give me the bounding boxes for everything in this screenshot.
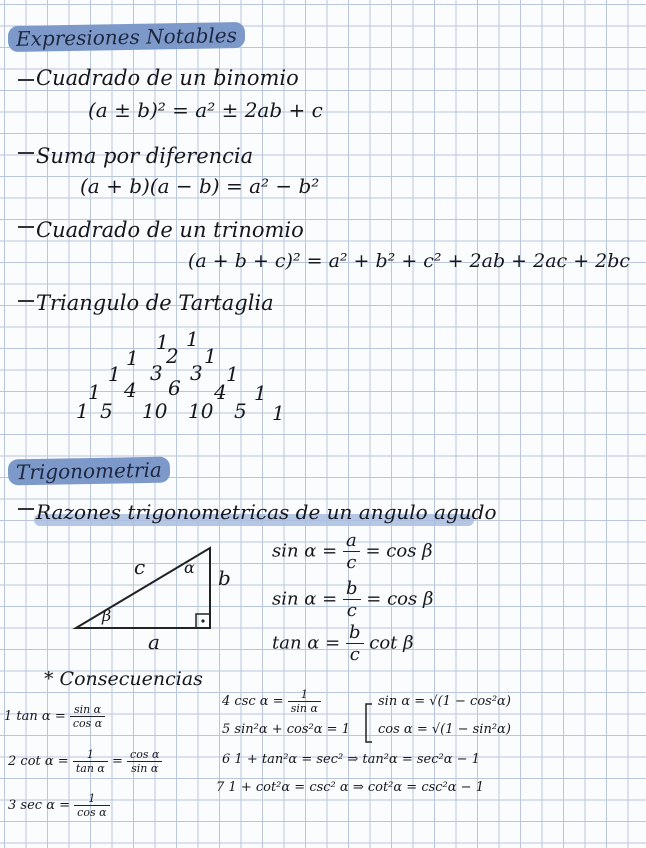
item-fraction <box>74 792 109 819</box>
frac-den: sin α <box>131 762 159 775</box>
ratio-fraction <box>343 578 361 621</box>
tartaglia-cell: 5 <box>100 399 113 423</box>
section-title-trinomial: Cuadrado de un trinomio <box>36 218 304 242</box>
bullet-dash <box>18 300 34 302</box>
item-lhs: csc α = <box>234 694 284 709</box>
consequences-title: * Consecuencias <box>44 668 203 690</box>
consequence-5b: cos α = √(1 − sin²α) <box>378 722 511 737</box>
tartaglia-cell: 1 <box>272 401 285 425</box>
bullet-dash <box>18 152 34 154</box>
page-title: Expresiones Notables <box>8 22 245 52</box>
bullet-dash <box>18 226 34 228</box>
item-number: 5 <box>222 722 231 737</box>
item-text: 1 + cot²α = csc² α ⇒ cot²α = csc²α − 1 <box>228 780 484 795</box>
tartaglia-cell: 4 <box>214 380 227 404</box>
item-number: 1 <box>4 709 13 724</box>
item-text: sin²α + cos²α = 1 <box>234 722 350 737</box>
frac-num: 1 <box>73 748 108 762</box>
item-lhs: tan α = <box>16 709 66 724</box>
bullet-dash <box>18 508 34 510</box>
frac-den: sin α <box>290 702 318 715</box>
tartaglia-cell: 10 <box>142 399 168 423</box>
triangle-angle-alpha: α <box>184 558 195 577</box>
ratio-lhs: sin α = <box>272 588 338 610</box>
tartaglia-cell: 6 <box>168 376 181 400</box>
formula-binomial: (a ± b)² = a² ± 2ab + c <box>88 98 323 122</box>
tartaglia-cell: 1 <box>254 381 267 405</box>
frac-num: 1 <box>288 688 321 702</box>
item-lhs: cot α = <box>20 754 69 769</box>
ratio-den: c <box>346 552 357 573</box>
consequence-5 <box>222 722 350 737</box>
section-title-sum-diff: Suma por diferencia <box>36 144 254 168</box>
ratio-lhs: tan α = <box>272 632 341 654</box>
tartaglia-cell: 1 <box>108 362 121 386</box>
trig-title: Trigonometria <box>8 457 170 486</box>
consequence-6 <box>222 752 480 767</box>
consequence-2 <box>8 748 162 775</box>
consequence-4 <box>222 688 321 715</box>
triangle-label-c: c <box>134 555 146 579</box>
item-equals: = <box>111 754 123 769</box>
item-fraction <box>288 688 321 715</box>
section-title-binomial: Cuadrado de un binomio <box>36 66 299 90</box>
trig-ratio-1 <box>272 530 433 573</box>
frac-num: 1 <box>74 792 109 806</box>
triangle-angle-beta: β <box>102 606 112 625</box>
ratio-rhs: = cos β <box>366 588 434 610</box>
triangle-label-b: b <box>218 566 231 590</box>
trig-subtitle: Razones trigonometricas de un angulo agudo <box>36 500 497 524</box>
trig-ratio-3 <box>272 622 414 665</box>
frac-den: tan α <box>75 762 105 775</box>
consequence-3 <box>8 792 110 819</box>
tartaglia-cell: 10 <box>188 399 214 423</box>
item-number: 2 <box>8 754 17 769</box>
tartaglia-cell: 3 <box>150 361 163 385</box>
tartaglia-cell: 1 <box>186 327 199 351</box>
ratio-rhs: cot β <box>369 632 414 654</box>
triangle-label-a: a <box>148 630 160 654</box>
ratio-fraction <box>346 622 364 665</box>
ratio-lhs: sin α = <box>272 540 338 562</box>
tartaglia-cell: 1 <box>156 330 169 354</box>
item-lhs: sec α = <box>20 798 71 813</box>
ratio-den: c <box>346 600 357 621</box>
ratio-num: b <box>346 622 364 644</box>
frac-den: cos α <box>77 806 107 819</box>
section-title-tartaglia: Triangulo de Tartaglia <box>36 291 274 315</box>
item-number: 4 <box>222 694 231 709</box>
tartaglia-cell: 1 <box>76 399 89 423</box>
formula-sum-diff: (a + b)(a − b) = a² − b² <box>80 174 320 198</box>
tartaglia-cell: 1 <box>88 380 101 404</box>
item-number: 6 <box>222 752 231 767</box>
frac-den: cos α <box>72 717 103 730</box>
consequence-5a: sin α = √(1 − cos²α) <box>378 694 511 709</box>
tartaglia-cell: 4 <box>124 378 137 402</box>
item-text: 1 + tan²α = sec² ⇒ tan²α = sec²α − 1 <box>234 752 480 767</box>
item-fraction-1 <box>73 748 108 775</box>
consequence-7 <box>216 780 484 795</box>
consequence-1 <box>4 703 105 730</box>
ratio-num: a <box>343 530 360 552</box>
bullet-dash <box>18 79 34 81</box>
item-fraction-2 <box>127 748 162 775</box>
tartaglia-cell: 1 <box>226 362 239 386</box>
tartaglia-cell: 3 <box>190 361 203 385</box>
tartaglia-cell: 5 <box>234 399 247 423</box>
item-fraction <box>70 703 105 730</box>
ratio-num: b <box>343 578 361 600</box>
formula-trinomial: (a + b + c)² = a² + b² + c² + 2ab + 2ac + 2bc <box>188 250 631 272</box>
ratio-den: c <box>349 644 360 665</box>
tartaglia-cell: 2 <box>166 344 179 368</box>
ratio-fraction <box>343 530 360 573</box>
item-number: 3 <box>8 798 17 813</box>
ratio-rhs: = cos β <box>365 540 433 562</box>
frac-num: sin α <box>70 703 105 717</box>
tartaglia-cell: 1 <box>204 344 217 368</box>
tartaglia-cell: 1 <box>126 346 139 370</box>
trig-ratio-2 <box>272 578 433 621</box>
item-number: 7 <box>216 780 225 795</box>
frac-num: cos α <box>127 748 162 762</box>
